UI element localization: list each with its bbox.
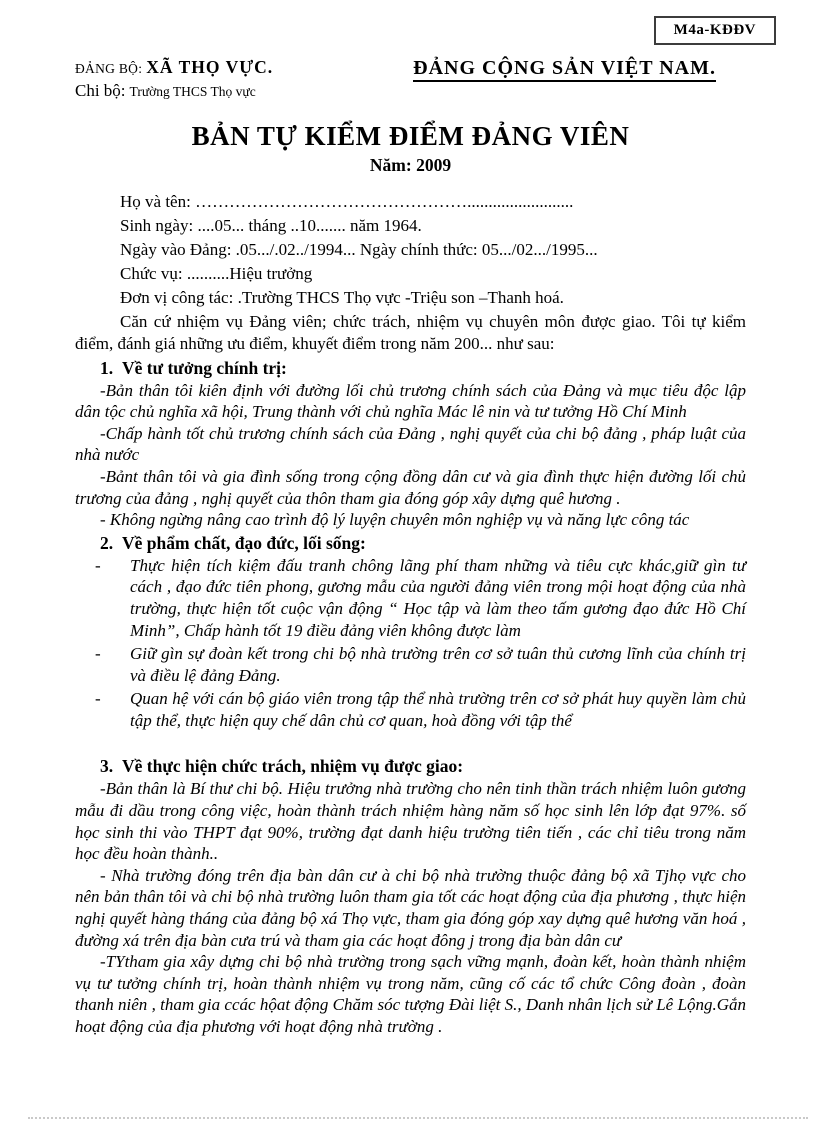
- section-1-number: 1.: [100, 357, 114, 378]
- section-3-number: 3.: [100, 756, 114, 777]
- intro-paragraph: Căn cứ nhiệm vụ Đảng viên; chức trách, nhiệm vụ chuyên môn được giao. Tôi tự kiểm điểm, đánh giá những ưu điểm, khuyết điểm trong năm 200... như sau:: [75, 311, 746, 354]
- personal-info-fields: [120, 190, 746, 310]
- section-1-paragraph: -Chấp hành tốt chủ trương chính sách của Đảng , nghị quyết của chi bộ đảng , pháp luật của nhà nước: [75, 423, 746, 465]
- national-motto: ĐẢNG CỘNG SẢN VIỆT NAM.: [413, 57, 716, 82]
- field-work-unit: Đơn vị công tác: .Trường THCS Thọ vực -Triệu son –Thanh hoá.: [120, 287, 564, 307]
- field-party-admission-date: Ngày vào Đảng: .05.../.02../1994... Ngày chính thức: 05.../02.../1995...: [120, 239, 598, 259]
- org-label: ĐẢNG BỘ:: [75, 61, 143, 76]
- section-2-number: 2.: [100, 532, 114, 553]
- bullet-dash-marker: -: [95, 689, 101, 709]
- form-code-box: [654, 16, 776, 45]
- section-1-title: Về tư tưởng chính trị:: [122, 357, 287, 378]
- section-2-heading: [100, 532, 746, 555]
- party-committee-line: [75, 56, 273, 80]
- field-full-name: Họ và tên: ………………………………………….........................: [120, 191, 574, 211]
- section-1-paragraph: - Không ngừng nâng cao trình độ lý luyện chuyên môn nghiệp vụ và năng lực công tác: [100, 510, 690, 530]
- party-cell-line: [75, 80, 273, 103]
- header-right: [413, 56, 716, 80]
- page-title: BẢN TỰ KIỂM ĐIỂM ĐẢNG VIÊN: [191, 120, 630, 151]
- form-code: M4a-KĐĐV: [673, 22, 756, 38]
- section-1-paragraph: -Bản thân tôi kiên định với đường lối chủ trương chính sách của Đảng và mục tiêu độc lập dân tộc chủ nghĩa xã hội, Trung thành với chủ nghĩa Mác lê nin và tư tưởng Hồ Chí Minh: [75, 380, 746, 422]
- page-subtitle: Năm: 2009: [369, 154, 452, 175]
- field-position: Chức vụ: ..........Hiệu trưởng: [120, 263, 313, 283]
- section-1-paragraph: -Bảnt thân tôi và gia đình sống trong cộng đồng dân cư và gia đình thực hiện đường lối chủ trương của đảng , nghị quyết của thôn tham gia đóng góp xây dựng quê hương .: [75, 466, 746, 508]
- cell-label: Chi bộ:: [75, 80, 126, 100]
- header-left: [75, 56, 273, 103]
- org-value: XÃ THỌ VỰC.: [146, 57, 274, 77]
- bullet-text: Giữ gìn sự đoàn kết trong chi bộ nhà trường trên cơ sở tuân thủ cương lĩnh của chính trị và điều lệ đảng Đảng.: [130, 644, 746, 685]
- section-2-bullet: [95, 688, 746, 731]
- document-header: [75, 56, 746, 103]
- section-3-paragraph: -TYtham gia xây dựng chi bộ nhà trường trong sạch vững mạnh, đoàn kết, hoàn thành nhiệm vụ tư tưởng chính trị, hoàn thành nhiệm vụ trong năm, cũng cố các tổ chức Công đoàn , đoàn thanh niên , tham gia ccác hộat động Chăm sóc tượng Đài liệt S., Danh nhân lịch sử Lê Lộng.Gắn hoạt động của địa phương với hoạt động nhà trường .: [75, 952, 746, 1036]
- bullet-dash-marker: -: [95, 555, 101, 575]
- section-3-heading: [100, 755, 746, 778]
- section-2-bullet: [95, 643, 746, 686]
- section-2-bullet: [95, 555, 746, 641]
- bullet-text: Quan hệ với cán bộ giáo viên trong tập thể nhà trường trên cơ sở phát huy quyền làm chủ tập thể, thực hiện quy chế dân chủ cơ quan, hoà đồng với tập thể: [130, 689, 746, 730]
- section-1-heading: [100, 357, 746, 380]
- page-footer-separator: [28, 1117, 808, 1119]
- bullet-text: Thực hiện tích kiệm đấu tranh chông lãng phí tham những và tiêu cực khác,giữ gìn tư cách , đạo đức tiên phong, gương mẫu của người đảng viên trong mội hoạt động của nhà trường, thực hiện tốt cuộc vận động “ Học tập và làm theo tấm gương đạo đức Hồ Chí Minh”, Chấp hành tốt 19 điều đảng viên không được làm: [130, 555, 746, 640]
- cell-value: Trường THCS Thọ vực: [129, 83, 256, 99]
- section-2-title: Về phẩm chất, đạo đức, lối sống:: [122, 532, 366, 553]
- section-3-title: Về thực hiện chức trách, nhiệm vụ được giao:: [122, 756, 464, 777]
- section-3-paragraph: -Bản thân là Bí thư chi bộ. Hiệu trưởng nhà trường cho nên tinh thần trách nhiệm luôn gương mẫu đi dầu trong công việc, hoàn thành trách nhiệm hàng năm số học sinh lên lớp đạt 97%. số học sinh thi vào THPT đạt 90%, trường đạt danh hiệu trường tiên tiến , các chỉ tiêu trong năm học đều hoàn thành..: [75, 779, 746, 864]
- section-3-paragraph: - Nhà trường đóng trên địa bàn dân cư à chi bộ nhà trường thuộc đảng bộ xã Tjhọ vực cho nên bản thân tôi và chi bộ nhà trường luôn tham gia tốt các hoạt động của địa phương , thực hiện nghị quyết hàng tháng của đảng bộ xá Thọ vực, tham gia đóng góp xay dựng quê hương văn hoá , đường xá trên địa bàn cưa trú và tham gia các hoạt đông j trong địa bàn dân cư: [75, 865, 746, 950]
- bullet-dash-marker: -: [95, 644, 101, 664]
- field-birth-date: Sinh ngày: ....05... tháng ..10....... năm 1964.: [120, 215, 422, 235]
